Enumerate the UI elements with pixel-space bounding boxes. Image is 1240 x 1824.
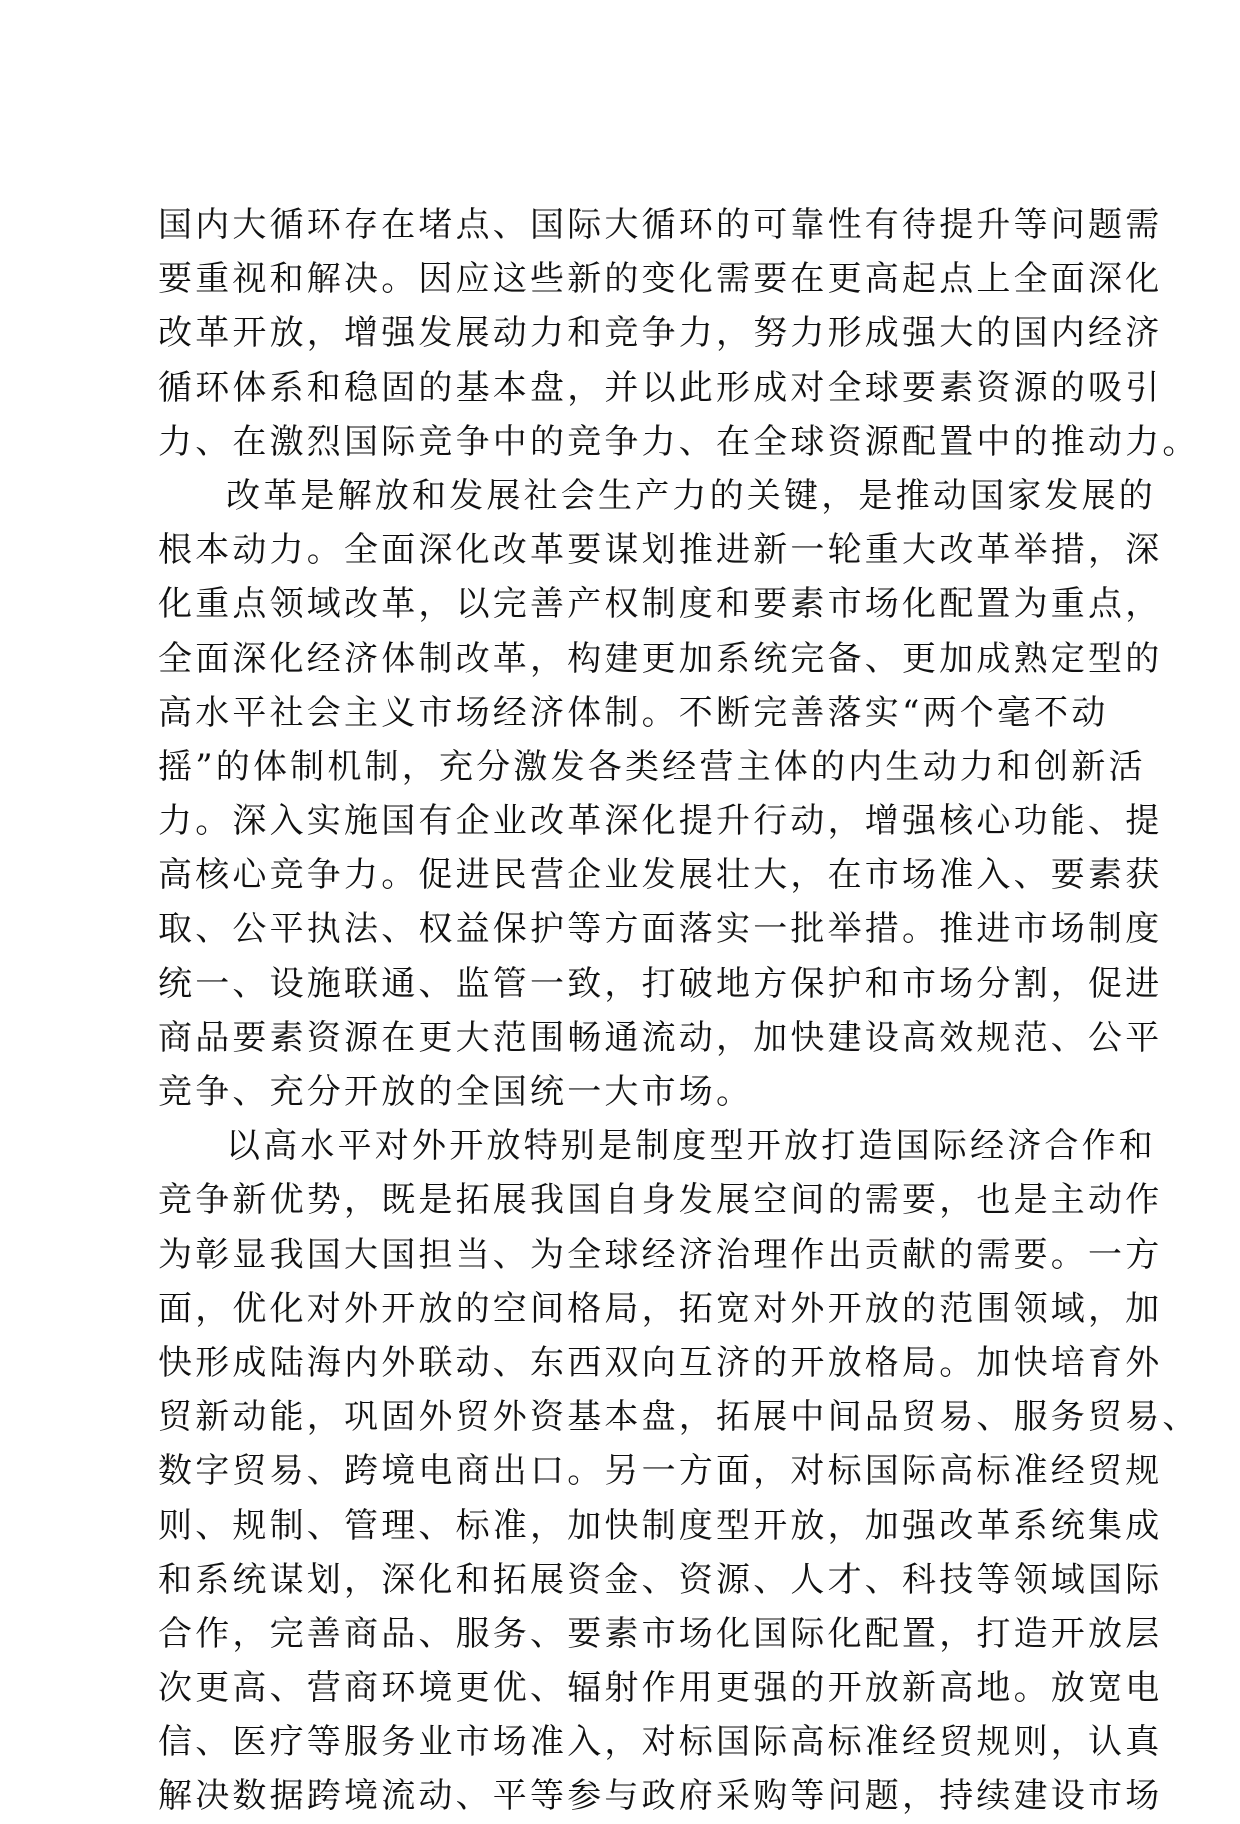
text-line: 为彰显我国大国担当、为全球经济治理作出贡献的需要。一方 xyxy=(158,1234,1163,1275)
text-line: 改革是解放和发展社会生产力的关键，是推动国家发展的 xyxy=(226,475,1156,516)
text-line: 竞争新优势，既是拓展我国自身发展空间的需要，也是主动作 xyxy=(158,1180,1163,1221)
text-line: 合作，完善商品、服务、要素市场化国际化配置，打造开放层 xyxy=(158,1613,1163,1654)
text-line: 全面深化经济体制改革，构建更加系统完备、更加成熟定型的 xyxy=(158,638,1163,679)
text-line: 力、在激烈国际竞争中的竞争力、在全球资源配置中的推动力。 xyxy=(158,421,1200,462)
text-line: 则、规制、管理、标准，加快制度型开放，加强改革系统集成 xyxy=(158,1505,1163,1546)
text-line: 力。深入实施国有企业改革深化提升行动，增强核心功能、提 xyxy=(158,801,1163,842)
text-line: 次更高、营商环境更优、辐射作用更强的开放新高地。放宽电 xyxy=(158,1668,1163,1709)
text-line: 国内大循环存在堵点、国际大循环的可靠性有待提升等问题需 xyxy=(158,205,1163,245)
text-line: 面，优化对外开放的空间格局，拓宽对外开放的范围领域，加 xyxy=(158,1288,1163,1329)
paragraph-3 xyxy=(158,1119,1200,1823)
text-line: 快形成陆海内外联动、东西双向互济的开放格局。加快培育外 xyxy=(158,1342,1163,1383)
text-line: 化重点领域改革，以完善产权制度和要素市场化配置为重点， xyxy=(158,584,1163,625)
text-line: 和系统谋划，深化和拓展资金、资源、人才、科技等领域国际 xyxy=(158,1559,1163,1600)
text-line: 要重视和解决。因应这些新的变化需要在更高起点上全面深化 xyxy=(158,259,1163,300)
text-line: 解决数据跨境流动、平等参与政府采购等问题，持续建设市场 xyxy=(158,1776,1163,1817)
text-line: 竞争、充分开放的全国统一大市场。 xyxy=(158,1072,754,1112)
text-line: 贸新动能，巩固外贸外资基本盘，拓展中间品贸易、服务贸易、 xyxy=(158,1397,1200,1438)
text-line: 以高水平对外开放特别是制度型开放打造国际经济合作和 xyxy=(226,1126,1156,1167)
text-line: 根本动力。全面深化改革要谋划推进新一轮重大改革举措，深 xyxy=(158,530,1163,571)
text-line: 信、医疗等服务业市场准入，对标国际高标准经贸规则，认真 xyxy=(158,1722,1163,1763)
paragraph-2 xyxy=(158,469,1163,1119)
text-line: 高水平社会主义市场经济体制。不断完善落实“两个毫不动 xyxy=(158,692,1109,733)
text-line: 商品要素资源在更大范围畅通流动，加快建设高效规范、公平 xyxy=(158,1017,1163,1058)
text-line: 改革开放，增强发展动力和竞争力，努力形成强大的国内经济 xyxy=(158,313,1163,354)
text-line: 摇”的体制机制，充分激发各类经营主体的内生动力和创新活 xyxy=(158,746,1146,787)
paragraph-1 xyxy=(158,198,1200,469)
document-body xyxy=(158,198,1200,1824)
text-line: 高核心竞争力。促进民营企业发展壮大，在市场准入、要素获 xyxy=(158,855,1163,896)
text-line: 循环体系和稳固的基本盘，并以此形成对全球要素资源的吸引 xyxy=(158,367,1163,408)
text-line: 数字贸易、跨境电商出口。另一方面，对标国际高标准经贸规 xyxy=(158,1451,1163,1492)
text-line: 取、公平执法、权益保护等方面落实一批举措。推进市场制度 xyxy=(158,909,1163,950)
text-line: 统一、设施联通、监管一致，打破地方保护和市场分割，促进 xyxy=(158,963,1163,1004)
